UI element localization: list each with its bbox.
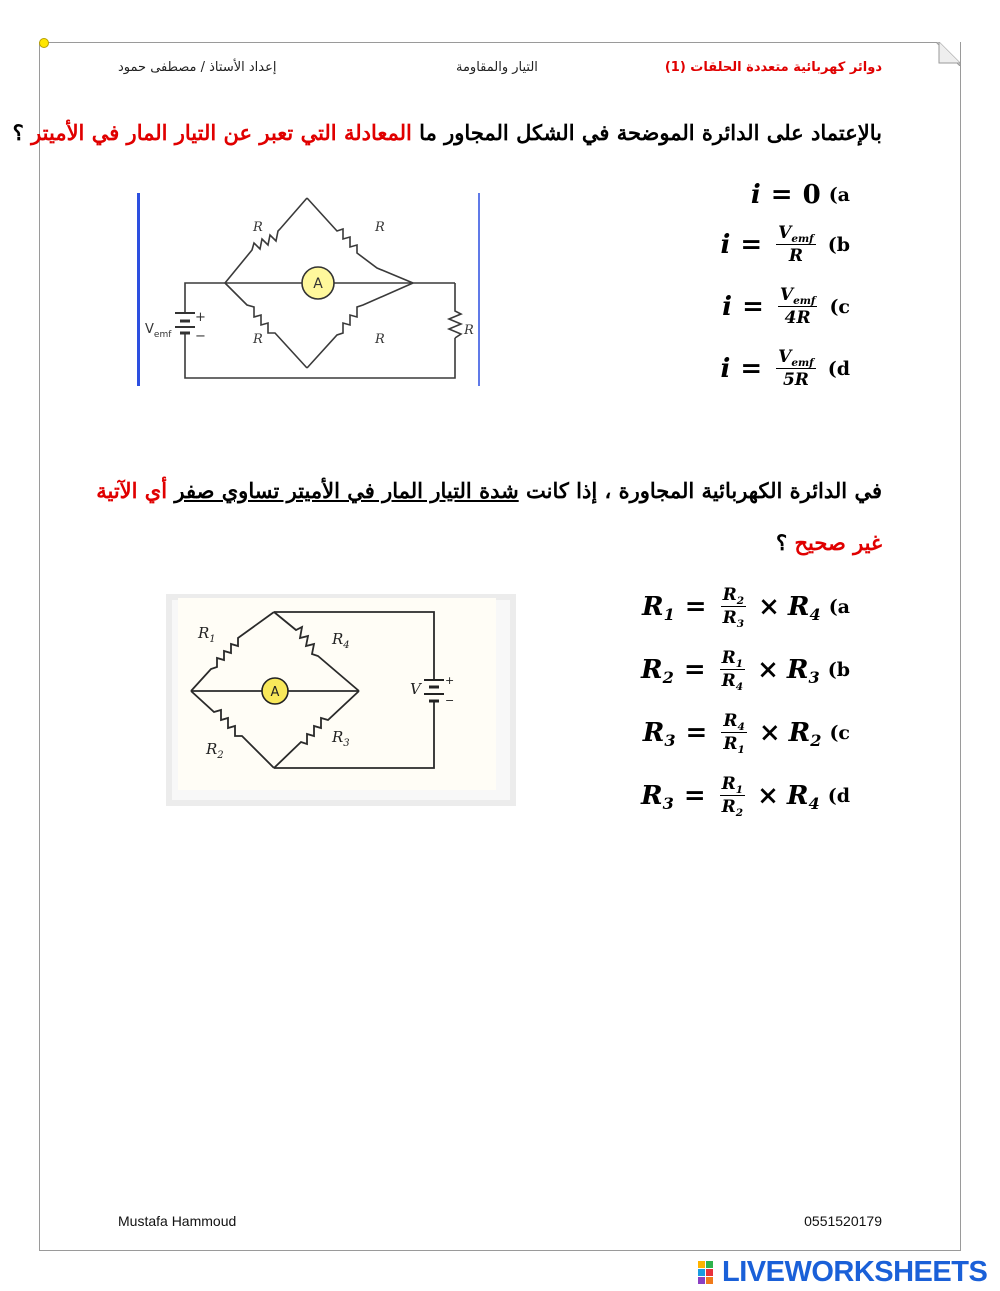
q1-text-before: بالإعتماد على الدائرة الموضحة في الشكل المجاور ما — [411, 120, 882, 145]
footer-author: Mustafa Hammoud — [118, 1213, 237, 1229]
pin-icon — [39, 38, 49, 48]
option-label: (d — [827, 784, 850, 807]
q2-option-b[interactable] — [641, 648, 850, 691]
q2-ammeter-label: A — [270, 685, 280, 700]
question-2-line-2 — [776, 530, 882, 555]
q2-option-c[interactable] — [643, 711, 850, 754]
q2-text-end: ؟ — [776, 530, 795, 555]
option-label: (c — [829, 295, 850, 318]
brand-text: LIVEWORKSHEETS — [722, 1256, 988, 1288]
q2-label-r1: $R_1$ — [198, 624, 216, 645]
q1-minus-sign: − — [195, 329, 206, 344]
option-equation: $R_2$ = $\frac{R_1}{R_4}$ × $R_3$ — [641, 648, 820, 693]
question-1-text — [13, 120, 882, 145]
q2-text-a: في الدائرة الكهربائية المجاورة ، إذا كانت — [518, 478, 882, 503]
q2-option-a[interactable] — [642, 585, 850, 628]
q1-label-r-lower-left: R — [253, 332, 263, 347]
q1-ammeter-label: A — [313, 276, 323, 292]
q1-source-label: $V_{emf}$ — [145, 322, 172, 340]
header-title: دوائر كهربائية متعددة الحلقات (1) — [664, 60, 882, 75]
option-label: (a — [828, 595, 850, 618]
footer-phone: 0551520179 — [804, 1213, 882, 1229]
q2-minus-sign: − — [445, 694, 455, 707]
q1-text-after: ؟ — [12, 120, 32, 145]
q2-option-d[interactable] — [641, 774, 850, 817]
q1-option-a[interactable] — [751, 180, 850, 210]
q1-label-r-upper-right: R — [375, 220, 385, 235]
q1-option-b[interactable] — [720, 223, 850, 266]
q2-plus-sign: + — [445, 674, 455, 687]
q2-circuit-figure — [166, 594, 516, 806]
option-label: (c — [829, 721, 850, 744]
option-equation: i = $\frac{V_{emf}}{R}$ — [720, 223, 814, 266]
q2-source-label: V — [410, 680, 421, 698]
option-equation: $R_3$ = $\frac{R_4}{R_1}$ × $R_2$ — [642, 711, 822, 756]
option-equation: i = $\frac{V_{emf}}{4R}$ — [722, 285, 816, 328]
q2-text-red: أي الآتية — [96, 478, 175, 503]
q1-option-c[interactable] — [722, 285, 850, 328]
brand-blocks-icon — [698, 1261, 722, 1285]
option-equation: i = 0 — [750, 180, 821, 210]
option-label: (b — [827, 658, 850, 681]
q1-label-r-upper-left: R — [253, 220, 263, 235]
q1-option-d[interactable] — [720, 347, 850, 390]
option-equation: $R_1$ = $\frac{R_2}{R_3}$ × $R_4$ — [641, 585, 821, 630]
q2-label-r2: $R_2$ — [206, 740, 224, 761]
header-author: إعداد الأستاذ / مصطفى حمود — [118, 60, 277, 75]
question-2-line-1 — [96, 478, 882, 503]
option-label: (d — [827, 357, 850, 380]
q2-text-underlined: شدة التيار المار في الأميتر تساوي صفر — [174, 478, 519, 503]
q2-text-red-2: غير صحيح — [794, 530, 882, 555]
q1-plus-sign: + — [195, 310, 206, 325]
option-equation: i = $\frac{V_{emf}}{5R}$ — [720, 347, 814, 390]
q1-text-highlight: المعادلة التي تعبر عن التيار المار في الأميتر — [31, 120, 412, 145]
folded-corner-icon — [936, 42, 960, 66]
q1-label-r-right: R — [464, 323, 474, 338]
option-label: (a — [828, 184, 850, 206]
q2-label-r3: $R_3$ — [332, 728, 350, 749]
option-label: (b — [827, 233, 850, 256]
header-subject: التيار والمقاومة — [456, 60, 538, 75]
q2-label-r4: $R_4$ — [332, 630, 350, 651]
q1-circuit-figure — [137, 193, 481, 386]
q1-label-r-lower-right: R — [375, 332, 385, 347]
brand-logo[interactable] — [698, 1256, 987, 1289]
option-equation: $R_3$ = $\frac{R_1}{R_2}$ × $R_4$ — [641, 774, 820, 819]
